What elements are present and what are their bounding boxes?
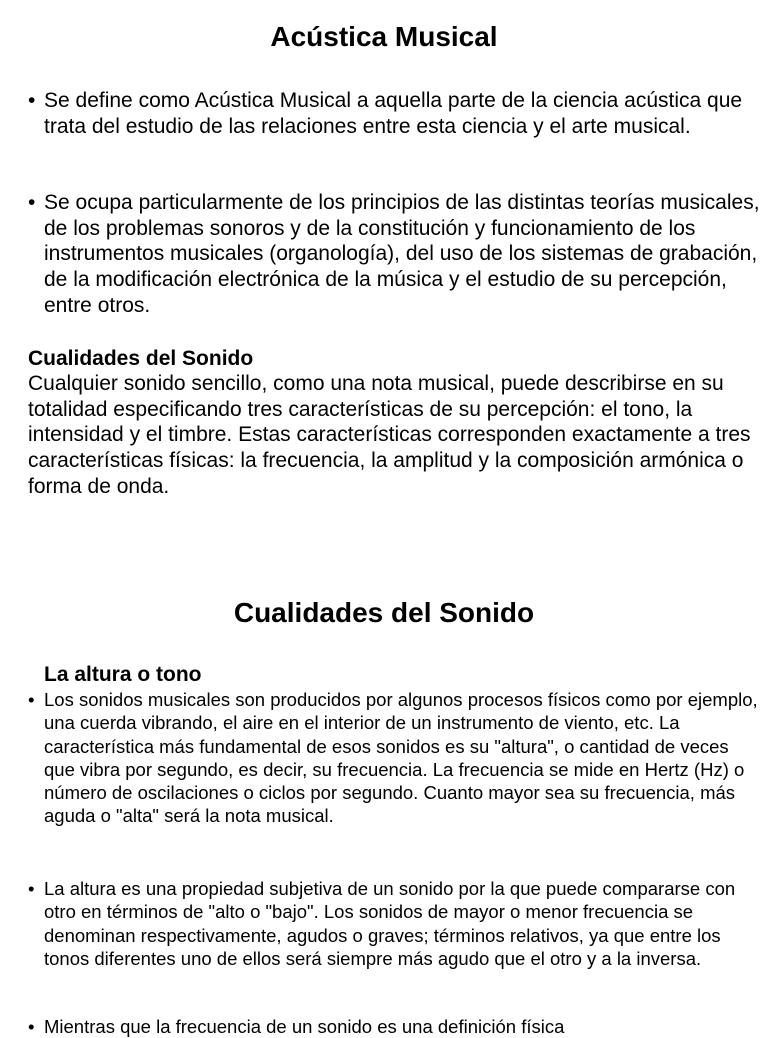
bullet-item — [28, 688, 760, 828]
bullet-dot-icon: • — [28, 689, 35, 710]
bullet-dot-icon: • — [28, 89, 36, 112]
bullet-dot-icon: • — [28, 191, 36, 214]
section-heading: Cualidades del Sonido — [28, 347, 254, 370]
bullet-text: Mientras que la frecuencia de un sonido es una definición física — [44, 1016, 565, 1037]
bullet-dot-icon: • — [28, 878, 35, 899]
bullet-dot-icon: • — [28, 1016, 35, 1037]
bullet-item-partial — [28, 1015, 760, 1038]
bullet-item — [28, 190, 760, 319]
slide-cualidades-del-sonido — [0, 560, 768, 1037]
bullet-item — [28, 88, 760, 139]
bullet-text: Los sonidos musicales son producidos por algunos procesos físicos como por ejemplo, una cuerda vibrando, el aire en el interior de un instrumento de viento, etc. La característica más fundamental de esos sonidos es su "altura", o cantidad de veces que vibra por segundo, es decir, su frecuencia. La frecuencia se mide en Hertz (Hz) o número de oscilaciones o ciclos por segundo. Cuanto mayor sea su frecuencia, más aguda o "alta" será la nota musical. — [44, 689, 758, 827]
bullet-text: Se define como Acústica Musical a aquella parte de la ciencia acústica que trata del estudio de las relaciones entre esta ciencia y el arte musical. — [44, 89, 743, 138]
bullet-text: La altura es una propiedad subjetiva de un sonido por la que puede compararse con otro en términos de "alto o "bajo". Los sonidos de mayor o menor frecuencia se denominan respectivamente, agudos o graves; términos relativos, ya que entre los tonos diferentes uno de ellos será siempre más agudo que el otro y a la inversa. — [44, 878, 736, 969]
slide-title: Cualidades del Sonido — [233, 597, 535, 628]
bullet-item — [28, 877, 760, 970]
bullet-text: Se ocupa particularmente de los principios de las distintas teorías musicales, de los problemas sonoros y de la constitución y funcionamiento de los instrumentos musicales (organología), del uso de los sistemas de grabación, de la modificación electrónica de la música y el estudio de su percepción, entre otros. — [44, 191, 760, 317]
slide-title: Acústica Musical — [270, 21, 498, 52]
body-paragraph: Cualquier sonido sencillo, como una nota musical, puede describirse en su totalidad especificando tres características de su percepción: el tono, la intensidad y el timbre. Estas características corresponden exactamente a tres características físicas: la frecuencia, la amplitud y la composición armónica o forma de onda. — [28, 372, 751, 498]
section-heading: La altura o tono — [44, 663, 202, 686]
